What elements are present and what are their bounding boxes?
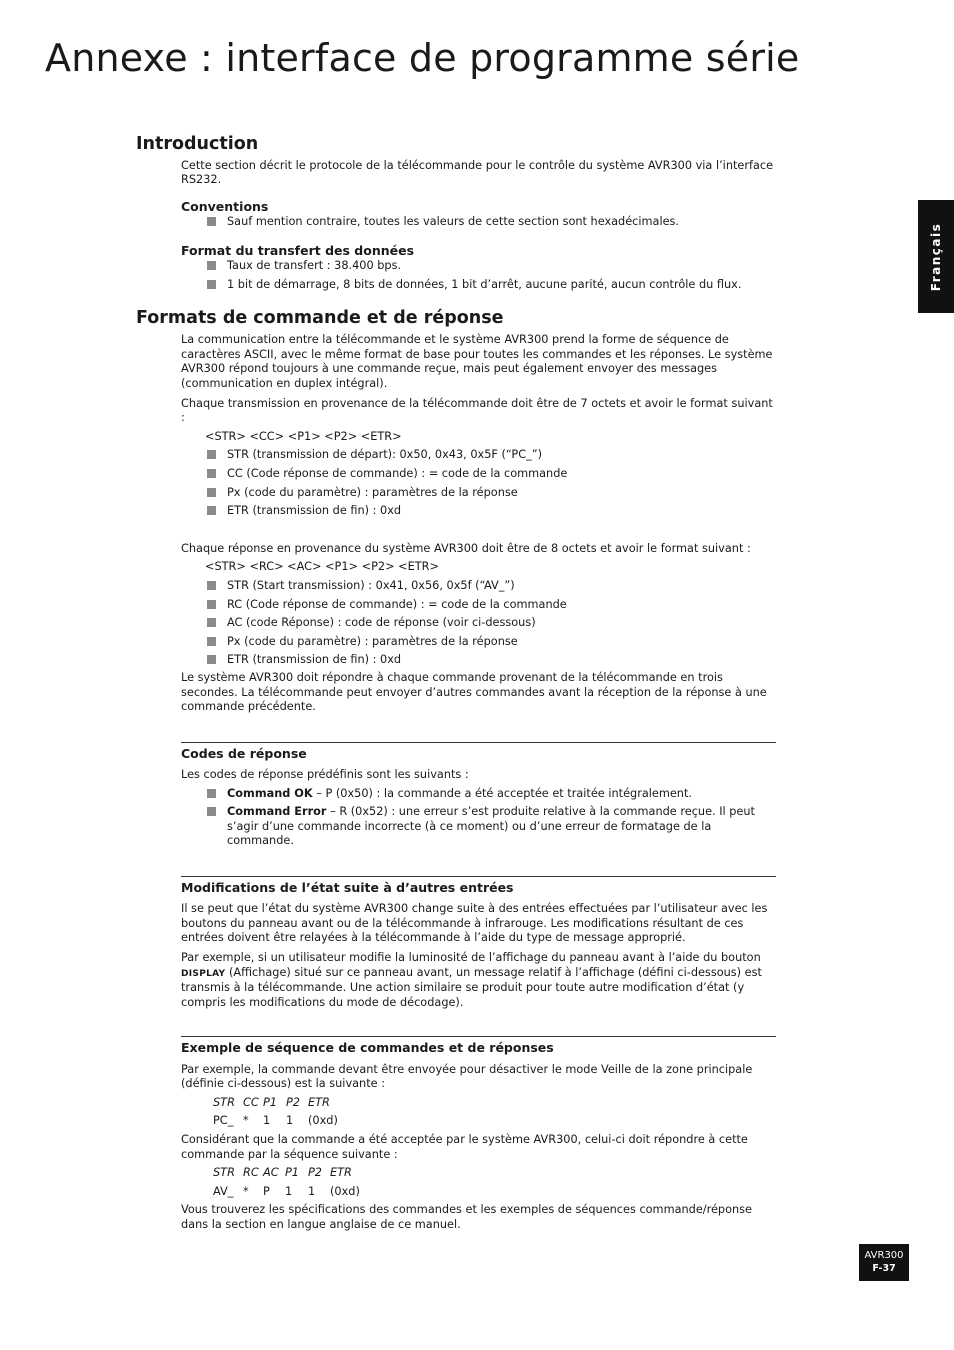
response-format: <STR> <RC> <AC> <P1> <P2> <ETR> [205,560,439,574]
format-heading: Format du transfert des données [181,242,415,258]
list-item: CC (Code réponse de commande) : = code de la commande [207,467,776,482]
example-paragraph-2: Considérant que la commande a été acceptée par le système AVR300, celui-ci doit répondre à cette commande par la séquence suivante : [181,1132,748,1161]
bullet-square-icon [207,506,216,515]
bullet-square-icon [207,655,216,664]
command-format-list [181,448,776,518]
mods-paragraph-2: Par exemple, si un utilisateur modifie la luminosité de l’affichage du panneau avant à l’aide du bouton DISPLAY (Affichage) situé sur ce panneau avant, un message relatif à l’affichage (défini ci-dessous) est transmis à la télécommande. Une action similaire se produit pour toute autre modification d’état (y compris les modifications du mode de décodage). [181,950,762,1009]
example-paragraph-3: Vous trouverez les spécifications des commandes et les exemples de séquences commande/réponse dans la section en langue anglaise de ce manuel. [181,1203,753,1231]
list-item: Px (code du paramètre) : paramètres de la réponse [207,635,776,650]
bullet-square-icon [207,618,216,627]
section-divider [181,876,776,877]
format-list [181,259,776,292]
mods-paragraph-1: Il se peut que l’état du système AVR300 change suite à des entrées effectuées par l’utilisateur avec les boutons du panneau avant ou de la télécommande à infrarouge. Les modifications résultant de ces entrées doivent être relayées à la télécommande à l’aide du type de message approprié. [181,902,768,945]
list-item: 1 bit de démarrage, 8 bits de données, 1 bit d’arrêt, aucune parité, aucun contrôle du flux. [207,278,776,293]
list-item: Sauf mention contraire, toutes les valeurs de cette section sont hexadécimales. [207,215,776,230]
command-format: <STR> <CC> <P1> <P2> <ETR> [205,429,402,443]
bullet-square-icon [207,637,216,646]
main-content [136,134,776,1233]
list-item: ETR (transmission de fin) : 0xd [207,504,776,519]
model-label: AVR300 [864,1250,904,1261]
page-number: F-37 [872,1263,896,1274]
response-format-list [181,579,776,668]
example-command-values: PC_ * 1 1 (0xd) [213,1114,338,1128]
conventions-heading: Conventions [181,199,269,215]
example-heading: Exemple de séquence de commandes et de réponses [181,1040,554,1056]
list-item: ETR (transmission de fin) : 0xd [207,653,776,668]
list-item: AC (code Réponse) : code de réponse (voir ci-dessous) [207,616,776,631]
bullet-square-icon [207,789,216,798]
list-item: Taux de transfert : 38.400 bps. [207,259,776,274]
list-item: Command Error – R (0x52) : une erreur s’est produite relative à la commande reçue. Il peut s’agir d’une commande incorrecte (à ce moment) ou d’une erreur de formatage de la commande. [207,805,776,849]
list-item: Command OK – P (0x50) : la commande a été acceptée et traitée intégralement. [207,787,776,802]
language-tab-label: Français [929,222,943,291]
page-title: Annexe : interface de programme série [45,36,800,80]
list-item: STR (Start transmission) : 0x41, 0x56, 0x5f (“AV_”) [207,579,776,594]
language-tab [918,200,954,313]
formats-paragraph-1: La communication entre la télécommande et le système AVR300 prend la forme de séquence de caractères ASCII, avec le même format de base pour toutes les commandes et les réponses. Le système AVR300 répond toujours à une commande reçue, mais peut également envoyer des messages (communication en duplex intégral). [181,333,773,390]
conventions-list [181,215,776,230]
section-divider [181,742,776,743]
bullet-square-icon [207,280,216,289]
codes-heading: Codes de réponse [181,745,307,761]
section-divider [181,1036,776,1037]
formats-paragraph-4: Le système AVR300 doit répondre à chaque commande provenant de la télécommande en trois secondes. La télécommande peut envoyer d’autres commandes avant la réception de la réponse à une commande précédente. [181,670,767,714]
bullet-square-icon [207,261,216,270]
formats-heading: Formats de commande et de réponse [136,308,504,329]
display-key-label: DISPLAY [181,968,226,979]
bullet-square-icon [207,450,216,459]
mods-heading: Modifications de l’état suite à d’autres entrées [181,879,514,895]
bullet-square-icon [207,807,216,816]
example-command-header: STR CC P1 P2 ETR [213,1095,330,1109]
bullet-square-icon [207,488,216,497]
example-response-values: AV_ * P 1 1 (0xd) [213,1184,360,1198]
list-item: RC (Code réponse de commande) : = code de la commande [207,598,776,613]
example-response-header: STR RC AC P1 P2 ETR [213,1166,352,1180]
formats-paragraph-3: Chaque réponse en provenance du système AVR300 doit être de 8 octets et avoir le format suivant : [181,541,751,555]
bullet-square-icon [207,217,216,226]
page-number-box [859,1244,909,1281]
list-item: Px (code du paramètre) : paramètres de la réponse [207,486,776,501]
list-item: STR (transmission de départ): 0x50, 0x43, 0x5F (“PC_”) [207,448,776,463]
intro-text: Cette section décrit le protocole de la télécommande pour le contrôle du système AVR300 via l’interface RS232. [181,158,774,187]
intro-heading: Introduction [136,134,259,154]
bullet-square-icon [207,581,216,590]
bullet-square-icon [207,469,216,478]
codes-intro: Les codes de réponse prédéfinis sont les suivants : [181,767,469,781]
codes-list [181,787,776,849]
example-paragraph-1: Par exemple, la commande devant être envoyée pour désactiver le mode Veille de la zone principale (définie ci-dessous) est la suivante : [181,1062,753,1091]
formats-paragraph-2: Chaque transmission en provenance de la télécommande doit être de 7 octets et avoir le format suivant : [181,396,773,425]
bullet-square-icon [207,600,216,609]
